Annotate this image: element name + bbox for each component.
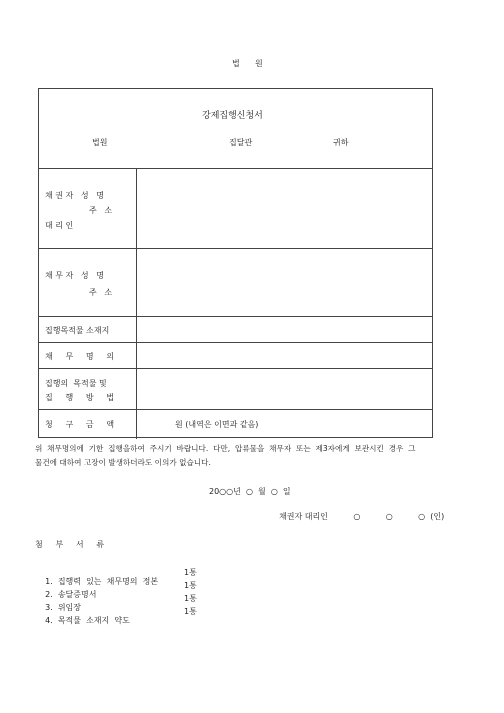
title-of-debt-label: 채 무 명 의 <box>45 352 115 361</box>
row-divider <box>39 248 432 249</box>
addressee-court: 법원 <box>92 138 108 147</box>
row-divider <box>39 342 432 343</box>
object-location-field[interactable] <box>138 318 431 340</box>
debtor-name-label: 채 무 자 성 명 <box>45 271 104 280</box>
attachment-label: 4. 목적물 소재지 약도 <box>45 616 130 625</box>
column-divider <box>136 168 137 439</box>
creditor-address-label: 주 소 <box>89 206 113 215</box>
request-paragraph-line2: 물건에 대하여 고장이 발생하더라도 이의가 없습니다. <box>35 458 211 467</box>
debtor-value-field[interactable] <box>138 250 431 314</box>
attachment-count: 1통 <box>184 594 197 603</box>
attachment-label: 3. 위임장 <box>45 603 81 612</box>
request-paragraph-line1: 위 채무명의에 기한 집행을하여 주시기 바랍니다. 다만, 압류물을 채무자 또는 제3자에게 보관시킨 경우 그 <box>35 444 416 453</box>
purpose-label-line2: 집 행 방 법 <box>45 393 115 402</box>
claim-amount-label: 청 구 금 액 <box>45 420 115 429</box>
date-line: 20○○년 ○ 월 ○ 일 <box>209 487 291 496</box>
purpose-label-line1: 집행의 목적물 및 <box>45 379 107 388</box>
addressee-officer: 집달관 <box>229 138 253 147</box>
purpose-method-field[interactable] <box>138 370 431 407</box>
creditor-agent-label: 대 리 인 <box>45 221 74 230</box>
attachment-label: 1. 집행력 있는 채무명의 정본 <box>45 577 159 586</box>
attachment-count: 1통 <box>184 581 197 590</box>
addressee-honorific: 귀하 <box>333 138 349 147</box>
creditor-value-field[interactable] <box>138 170 431 246</box>
attachment-item <box>40 606 130 626</box>
row-divider <box>39 316 432 317</box>
title-of-debt-field[interactable] <box>138 344 431 366</box>
row-divider <box>39 409 432 410</box>
row-divider <box>39 168 432 169</box>
form-title: 강제집행신청서 <box>202 111 263 121</box>
object-location-label: 집행목적물 소재지 <box>45 326 110 335</box>
court-header: 법 원 <box>232 59 263 68</box>
attachment-count: 1통 <box>184 568 197 577</box>
attachment-label: 2. 송달증명서 <box>45 590 97 599</box>
creditor-name-label: 채 권 자 성 명 <box>45 191 104 200</box>
application-form-table <box>38 88 433 438</box>
row-divider <box>39 368 432 369</box>
attachments-heading: 첨 부 서 류 <box>35 540 105 549</box>
signature-line: 채권자 대리인 ○ ○ ○ (인) <box>279 512 445 521</box>
attachment-count: 1통 <box>184 607 197 616</box>
debtor-address-label: 주 소 <box>89 288 113 297</box>
claim-amount-value: 원 (내역은 이면과 같음) <box>175 420 259 429</box>
